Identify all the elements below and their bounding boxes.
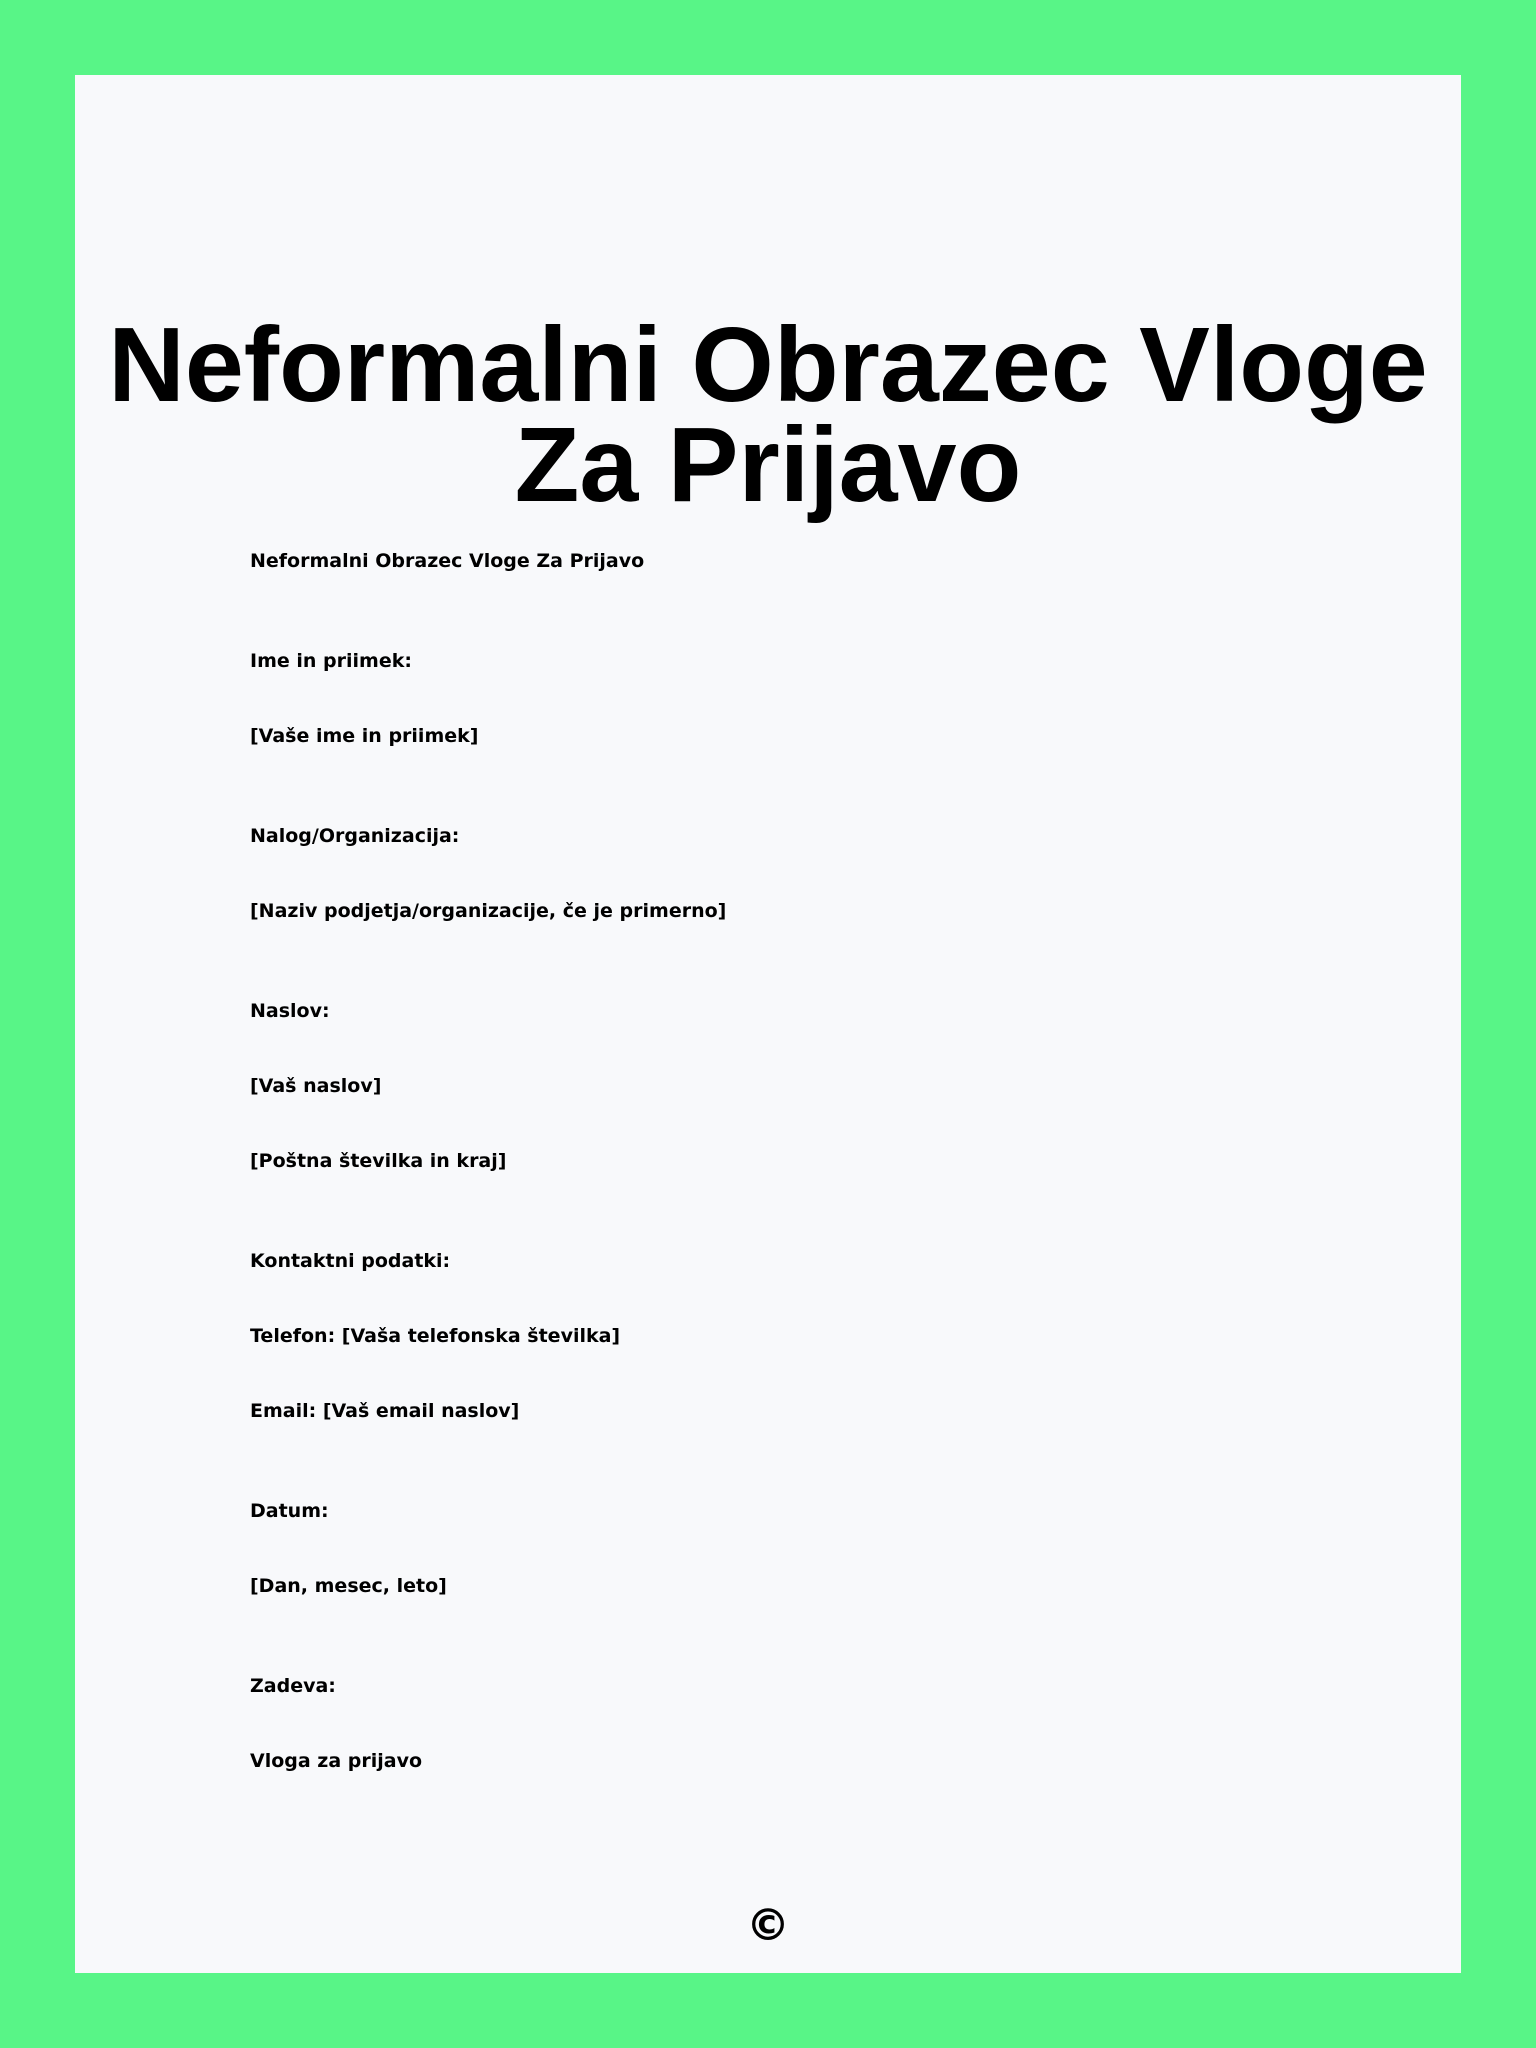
name-value: [Vaše ime in priimek] <box>250 725 479 747</box>
contact-phone: Telefon: [Vaša telefonska številka] <box>250 1325 621 1347</box>
document-subtitle: Neformalni Obrazec Vloge Za Prijavo <box>250 550 645 572</box>
page-title: Neformalni Obrazec Vloge Za Prijavo <box>108 306 1428 524</box>
organization-value: [Naziv podjetja/organizacije, če je primerno] <box>250 900 727 922</box>
organization-label: Nalog/Organizacija: <box>250 825 460 847</box>
date-label: Datum: <box>250 1500 329 1522</box>
date-value: [Dan, mesec, leto] <box>250 1575 447 1597</box>
name-label: Ime in priimek: <box>250 650 412 672</box>
contact-label: Kontaktni podatki: <box>250 1250 451 1272</box>
address-line-1: [Vaš naslov] <box>250 1075 382 1097</box>
copyright-symbol: © <box>746 1900 790 1951</box>
subject-label: Zadeva: <box>250 1675 336 1697</box>
address-label: Naslov: <box>250 1000 330 1022</box>
contact-email: Email: [Vaš email naslov] <box>250 1400 520 1422</box>
subject-value: Vloga za prijavo <box>250 1750 423 1772</box>
address-line-2: [Poštna številka in kraj] <box>250 1150 507 1172</box>
document-page <box>75 75 1461 1973</box>
